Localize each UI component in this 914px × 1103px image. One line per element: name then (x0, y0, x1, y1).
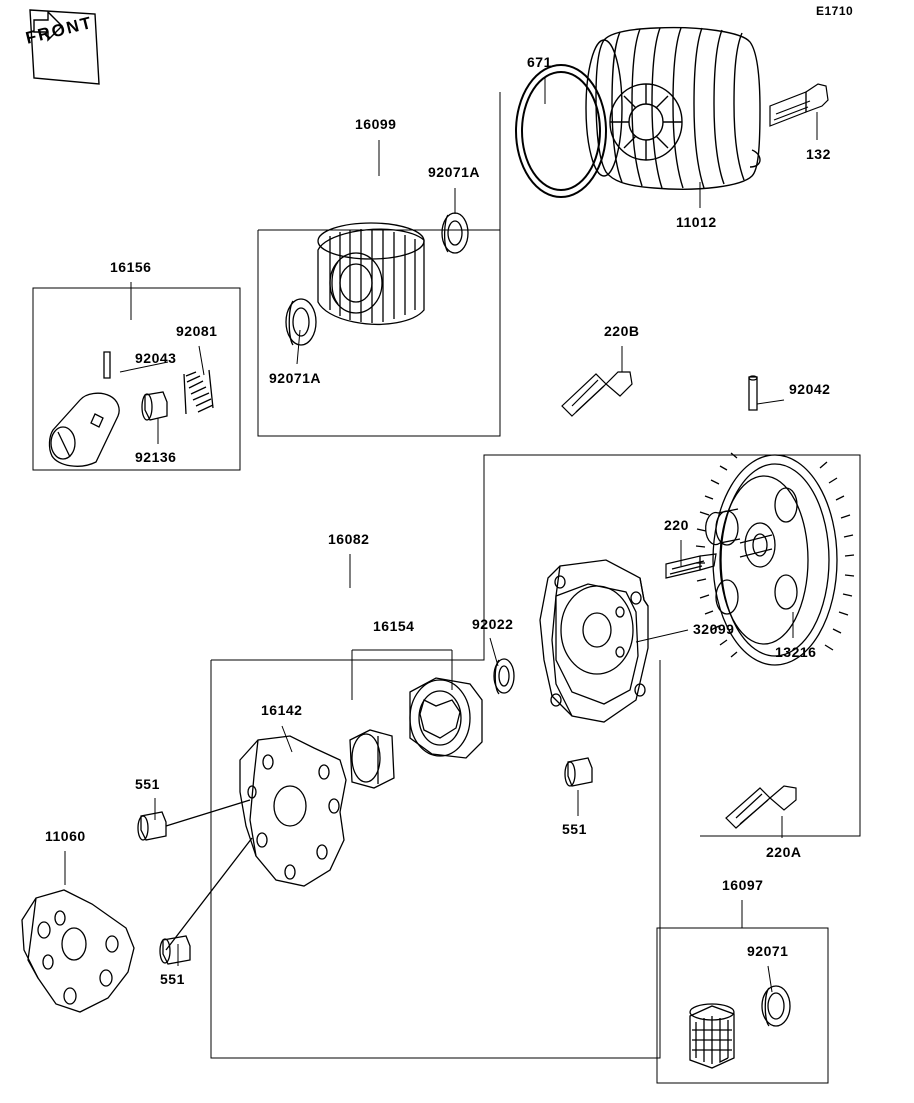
part-label-220b[interactable]: 220B (604, 323, 640, 339)
part-label-551-right[interactable]: 551 (562, 821, 587, 837)
front-direction-label: FRONT (23, 12, 95, 48)
part-label-92071a-lower[interactable]: 92071A (269, 370, 322, 386)
part-label-220a[interactable]: 220A (766, 844, 802, 860)
part-label-92071a-upper[interactable]: 92071A (428, 164, 481, 180)
part-label-92136[interactable]: 92136 (135, 449, 177, 465)
part-label-132[interactable]: 132 (806, 146, 831, 162)
part-label-92043[interactable]: 92043 (135, 350, 177, 366)
part-label-32099[interactable]: 32099 (693, 621, 735, 637)
part-label-11012[interactable]: 11012 (676, 214, 717, 230)
part-label-16154[interactable]: 16154 (373, 618, 415, 634)
part-label-16097[interactable]: 16097 (722, 877, 764, 893)
part-label-220[interactable]: 220 (664, 517, 689, 533)
part-label-16156[interactable]: 16156 (110, 259, 152, 275)
part-label-92081[interactable]: 92081 (176, 323, 218, 339)
part-label-92022[interactable]: 92022 (472, 616, 514, 632)
part-label-11060[interactable]: 11060 (45, 828, 86, 844)
part-label-16142[interactable]: 16142 (261, 702, 303, 718)
part-label-671[interactable]: 671 (527, 54, 552, 70)
part-label-551-lower[interactable]: 551 (160, 971, 185, 987)
part-label-13216[interactable]: 13216 (775, 644, 817, 660)
diagram-code: E1710 (816, 4, 854, 18)
part-label-92042[interactable]: 92042 (789, 381, 831, 397)
part-label-551-upper[interactable]: 551 (135, 776, 160, 792)
part-label-16082[interactable]: 16082 (328, 531, 370, 547)
part-label-16099[interactable]: 16099 (355, 116, 397, 132)
part-label-92071[interactable]: 92071 (747, 943, 789, 959)
